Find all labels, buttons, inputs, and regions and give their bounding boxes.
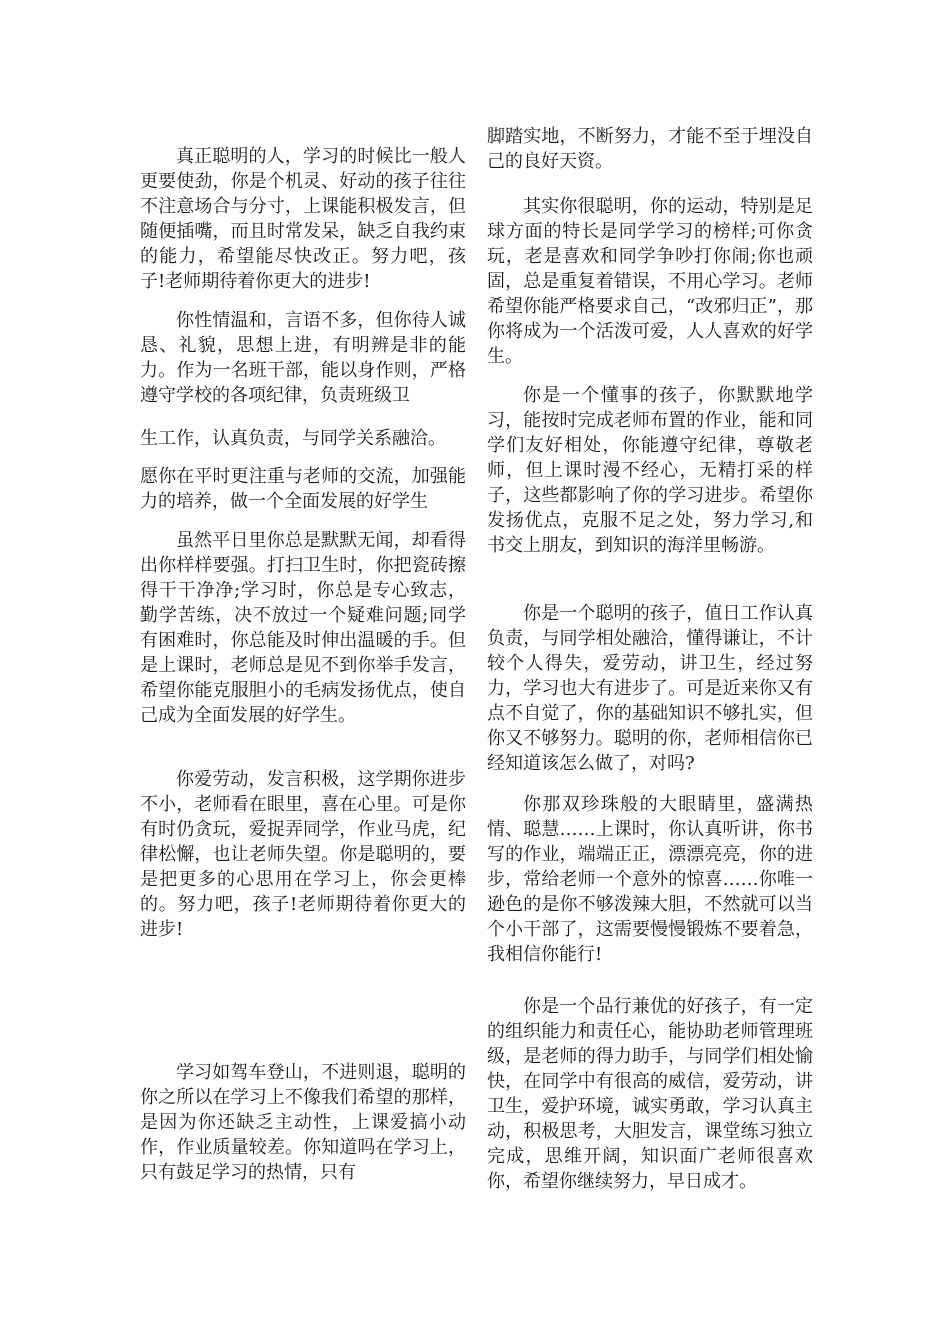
comment-paragraph-3: 虽然平日里你总是默默无闻，却看得出你样样要强。打扫卫生时，你把瓷砖擦得干干净净;学习时，你总是专心致志，勤学苦练，决不放过一个疑难问题;同学有困难时，你总能及时伸出温暖的手。但是上课时，老师总是见不到你举手发言，希望你能克服胆小的毛病发扬优点，使自己成为全面发展的好学生。	[140, 530, 466, 726]
comment-paragraph-0: 脚踏实地，不断努力，才能不至于埋没自己的良好天资。	[487, 126, 813, 172]
comment-paragraph-1: 真正聪明的人，学习的时候比一般人更要使劲，你是个机灵、好动的孩子往往不注意场合与分寸，上课能积极发言，但随便插嘴，而且时常发呆，缺乏自我约束的能力，希望能尽快改正。努力吧，孩子!老师期待着你更大的进步!	[140, 146, 466, 292]
comment-paragraph-2-continued: 生工作，认真负责，与同学关系融洽。	[140, 428, 446, 449]
comment-paragraph-7: 你是一个懂事的孩子，你默默地学习，能按时完成老师布置的作业，能和同学们友好相处，你能遵守纪律，尊敬老师，但上课时漫不经心，无精打采的样子，这些都影响了你的学习进步。希望你发扬优点，克服不足之处，努力学习,和书交上朋友，到知识的海洋里畅游。	[487, 385, 813, 556]
comment-paragraph-2-end: 愿你在平时更注重与老师的交流，加强能力的培养，做一个全面发展的好学生	[140, 466, 466, 512]
comment-paragraph-4: 你爱劳动，发言积极，这学期你进步不小，老师看在眼里，喜在心里。可是你有时仍贪玩，爱捉弄同学，作业马虎，纪律松懈，也让老师失望。你是聪明的，要是把更多的心思用在学习上，你会更棒的。努力吧，孩子!老师期待着你更大的进步!	[140, 769, 466, 940]
comment-paragraph-2: 你性情温和，言语不多，但你待人诚恳、礼貌，思想上进，有明辨是非的能力。作为一名班干部，能以身作则，严格遵守学校的各项纪律，负责班级卫	[140, 310, 466, 406]
comment-paragraph-5: 学习如驾车登山，不进则退，聪明的你之所以在学习上不像我们希望的那样，是因为你还缺乏主动性，上课爱搞小动作，作业质量较差。你知道吗在学习上，只有鼓足学习的热情，只有	[140, 1062, 466, 1183]
comment-paragraph-10: 你是一个品行兼优的好孩子，有一定的组织能力和责任心，能协助老师管理班级，是老师的得力助手，与同学们相处愉快，在同学中有很高的威信，爱劳动，讲卫生，爱护环境，诚实勇敢，学习认真主动，积极思考，大胆发言，课堂练习独立完成，思维开阔，知识面广老师很喜欢你，希望你继续努力，早日成才。	[487, 996, 813, 1192]
comment-paragraph-6: 其实你很聪明，你的运动，特别是足球方面的特长是同学学习的榜样;可你贪玩，老是喜欢和同学争吵打你闹;你也顽固，总是重复着错误，不用心学习。老师希望你能严格要求自己，“改邪归正”，那你将成为一个活泼可爱，人人喜欢的好学生。	[487, 196, 813, 367]
comment-paragraph-9: 你那双珍珠般的大眼睛里，盛满热情、聪慧……上课时，你认真听讲，你书写的作业，端端正正，漂漂亮亮，你的进步，常给老师一个意外的惊喜……你唯一逊色的是你不够泼辣大胆，不然就可以当个小干部了，这需要慢慢锻炼不要着急，我相信你能行!	[487, 794, 813, 965]
comment-paragraph-8: 你是一个聪明的孩子，值日工作认真负责，与同学相处融洽，懂得谦让，不计较个人得失，爱劳动，讲卫生，经过努力，学习也大有进步了。可是近来你又有点不自觉了，你的基础知识不够扎实，但你又不够努力。聪明的你，老师相信你已经知道该怎么做了，对吗?	[487, 603, 813, 774]
